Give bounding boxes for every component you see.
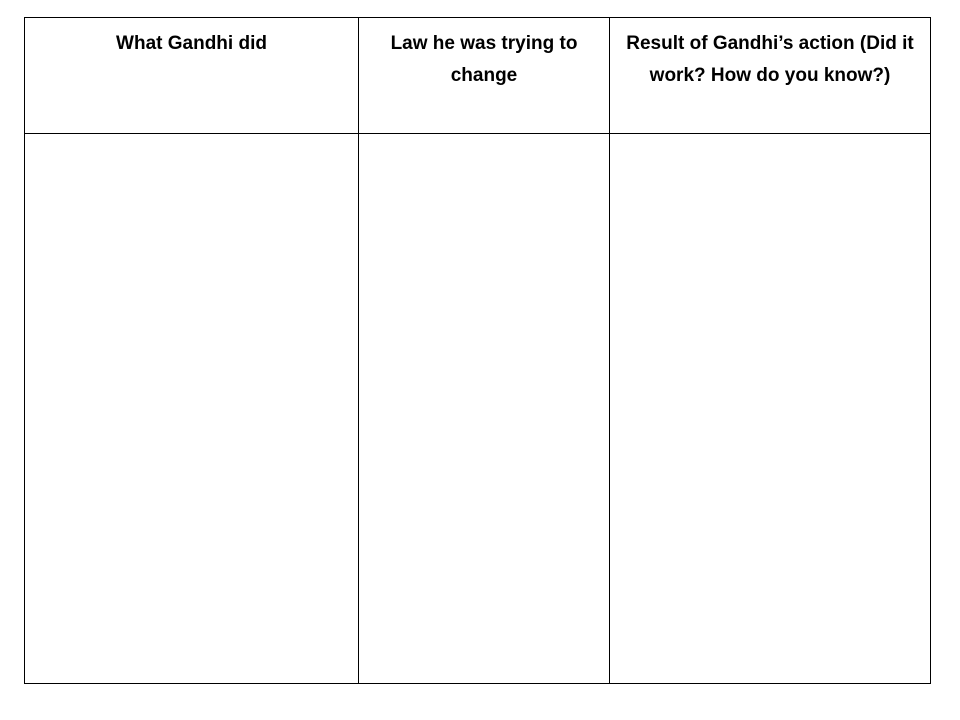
column-header-label: Law he was trying to change: [390, 33, 578, 86]
table-body: [25, 134, 931, 684]
column-header-what-gandhi-did: [25, 18, 359, 134]
gandhi-worksheet-table: [24, 17, 931, 684]
answer-cell-what-gandhi-did[interactable]: [25, 134, 359, 684]
answer-cell-result[interactable]: [610, 134, 931, 684]
answer-cell-law[interactable]: [359, 134, 610, 684]
column-header-result: [610, 18, 931, 134]
column-header-law: [359, 18, 610, 134]
table-header: [25, 18, 931, 134]
table-row: [25, 134, 931, 684]
header-row: [25, 18, 931, 134]
column-header-label: What Gandhi did: [116, 33, 267, 54]
column-header-label: Result of Gandhi’s action (Did it work? How do you know?): [626, 33, 914, 86]
